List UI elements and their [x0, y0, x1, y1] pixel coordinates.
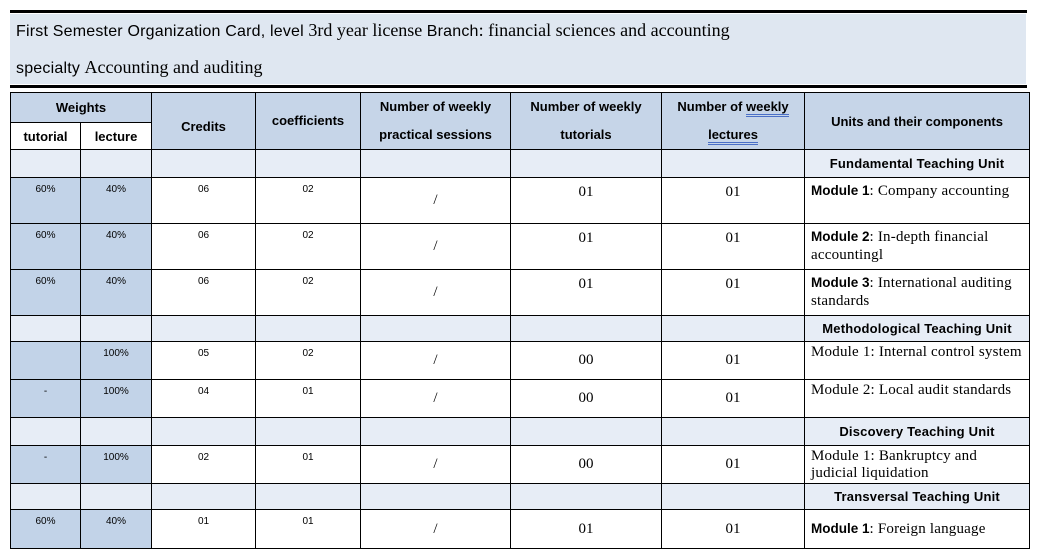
tutorial-weight: 60%: [11, 270, 81, 316]
lecture-weight: 100%: [81, 380, 152, 418]
practical-cell: /: [361, 380, 511, 418]
practical-cell: /: [361, 510, 511, 549]
module-text: Module 1: Internal control system: [811, 344, 1022, 360]
table-row: [11, 380, 1030, 418]
module-text: : Foreign language: [869, 521, 986, 537]
lectures-cell: 01: [662, 510, 805, 549]
unit-cell-blank: [511, 418, 662, 446]
unit-cell-blank: [11, 418, 81, 446]
lecture-weight: 100%: [81, 446, 152, 484]
unit-label: Methodological Teaching Unit: [805, 316, 1030, 342]
table-row: [11, 270, 1030, 316]
tutorial-weight: -: [11, 380, 81, 418]
unit-cell-blank: [152, 484, 256, 510]
header-branch-value: : financial sciences and accounting: [478, 20, 730, 40]
lecture-weight: 40%: [81, 270, 152, 316]
credits-cell: 01: [152, 510, 256, 549]
tutorials-cell: 01: [511, 178, 662, 224]
table-row: [11, 510, 1030, 549]
practical-header-line-2: practical sessions: [379, 127, 492, 142]
module-label: Module 2: [811, 229, 870, 244]
unit-cell-blank: [11, 484, 81, 510]
credits-cell: 04: [152, 380, 256, 418]
tutorial-weight: -: [11, 446, 81, 484]
unit-cell-blank: [81, 316, 152, 342]
unit-cell-blank: [662, 418, 805, 446]
tutorial-weight: 60%: [11, 224, 81, 270]
module-cell: [805, 224, 1030, 270]
unit-label: Discovery Teaching Unit: [805, 418, 1030, 446]
module-cell: [805, 510, 1030, 549]
header-specialty-value: Accounting and auditing: [84, 57, 263, 77]
module-text: : In-depth financial accountingl: [811, 229, 989, 263]
header-line-1: [16, 20, 730, 41]
unit-cell-blank: [152, 316, 256, 342]
unit-label: Fundamental Teaching Unit: [805, 150, 1030, 178]
unit-cell-blank: [511, 484, 662, 510]
lectures-cell: 01: [662, 224, 805, 270]
unit-cell-blank: [11, 150, 81, 178]
module-text: Module 2: Local audit standards: [811, 382, 1012, 398]
unit-row-discovery: [11, 418, 1030, 446]
table-row: [11, 342, 1030, 380]
organization-table: [10, 92, 1030, 549]
header-title: First Semester Organization Card, level: [16, 23, 304, 40]
unit-cell-blank: [81, 484, 152, 510]
lectures-cell: 01: [662, 270, 805, 316]
unit-cell-blank: [256, 484, 361, 510]
credits-cell: 06: [152, 178, 256, 224]
lectures-header-line-2: lectures: [708, 127, 758, 145]
coefficient-cell: 02: [256, 178, 361, 224]
practical-cell: /: [361, 270, 511, 316]
credits-cell: 06: [152, 224, 256, 270]
module-cell: [805, 270, 1030, 316]
practical-sessions-header: [361, 93, 511, 150]
tutorials-header-line-1: Number of weekly: [530, 99, 642, 114]
lecture-weight: 40%: [81, 510, 152, 549]
credits-cell: 02: [152, 446, 256, 484]
tutorials-cell: 00: [511, 342, 662, 380]
unit-cell-blank: [662, 484, 805, 510]
unit-cell-blank: [361, 484, 511, 510]
header-top-rule: [10, 10, 1027, 13]
module-text: : International auditing standards: [811, 275, 1012, 309]
practical-cell: /: [361, 224, 511, 270]
unit-cell-blank: [152, 150, 256, 178]
tutorial-weight: 60%: [11, 510, 81, 549]
practical-cell: /: [361, 178, 511, 224]
unit-row-fundamental: [11, 150, 1030, 178]
practical-cell: /: [361, 446, 511, 484]
unit-row-transversal: [11, 484, 1030, 510]
tutorials-cell: 01: [511, 270, 662, 316]
unit-cell-blank: [511, 316, 662, 342]
credits-cell: 05: [152, 342, 256, 380]
module-cell: [805, 380, 1030, 418]
lecture-weight: 100%: [81, 342, 152, 380]
lectures-header-line-1a: Number of: [677, 99, 743, 114]
module-label: Module 3: [811, 275, 870, 290]
unit-cell-blank: [361, 316, 511, 342]
header-bottom-rule: [10, 85, 1027, 88]
tutorials-header: [511, 93, 662, 150]
unit-cell-blank: [662, 316, 805, 342]
coefficient-cell: 01: [256, 446, 361, 484]
unit-cell-blank: [81, 150, 152, 178]
tutorial-weight: 60%: [11, 178, 81, 224]
practical-header-line-1: Number of weekly: [379, 99, 492, 114]
tutorials-cell: 00: [511, 380, 662, 418]
lecture-header: lecture: [81, 123, 152, 150]
units-header: Units and their components: [805, 93, 1030, 150]
unit-cell-blank: [662, 150, 805, 178]
unit-cell-blank: [256, 150, 361, 178]
module-label: Module 1: [811, 521, 870, 536]
tutorial-weight: [11, 342, 81, 380]
unit-cell-blank: [152, 418, 256, 446]
header-level: 3rd year license: [308, 20, 423, 40]
lecture-weight: 40%: [81, 224, 152, 270]
module-label: Module 1: [811, 183, 870, 198]
coefficient-cell: 02: [256, 342, 361, 380]
module-cell: [805, 342, 1030, 380]
unit-cell-blank: [81, 418, 152, 446]
header-branch-label: Branch: [426, 23, 479, 40]
table-row: [11, 178, 1030, 224]
tutorials-cell: 01: [511, 224, 662, 270]
unit-cell-blank: [256, 316, 361, 342]
unit-cell-blank: [256, 418, 361, 446]
lectures-cell: 01: [662, 446, 805, 484]
header-specialty-label: specialty: [16, 60, 81, 77]
unit-cell-blank: [511, 150, 662, 178]
coefficient-cell: 01: [256, 380, 361, 418]
credits-header: Credits: [152, 93, 256, 150]
lectures-cell: 01: [662, 342, 805, 380]
coefficient-cell: 02: [256, 224, 361, 270]
tutorials-cell: 01: [511, 510, 662, 549]
coefficient-cell: 01: [256, 510, 361, 549]
lecture-weight: 40%: [81, 178, 152, 224]
weights-header: Weights: [11, 93, 152, 123]
unit-label: Transversal Teaching Unit: [805, 484, 1030, 510]
module-text: Module 1: Bankruptcy and judicial liquidation: [811, 448, 978, 481]
table-header-row-1: [11, 93, 1030, 123]
unit-cell-blank: [11, 316, 81, 342]
unit-cell-blank: [361, 150, 511, 178]
tutorial-header: tutorial: [11, 123, 81, 150]
table-row: [11, 224, 1030, 270]
coefficients-header: coefficients: [256, 93, 361, 150]
unit-cell-blank: [361, 418, 511, 446]
practical-cell: /: [361, 342, 511, 380]
module-cell: [805, 178, 1030, 224]
tutorials-cell: 00: [511, 446, 662, 484]
lectures-header: [662, 93, 805, 150]
lectures-header-line-1b: weekly: [746, 99, 789, 117]
module-cell: [805, 446, 1030, 484]
header-line-2: [16, 57, 262, 78]
coefficient-cell: 02: [256, 270, 361, 316]
lectures-cell: 01: [662, 380, 805, 418]
module-text: : Company accounting: [869, 183, 1010, 199]
table-row: [11, 446, 1030, 484]
unit-row-methodological: [11, 316, 1030, 342]
lectures-cell: 01: [662, 178, 805, 224]
credits-cell: 06: [152, 270, 256, 316]
tutorials-header-line-2: tutorials: [560, 127, 612, 142]
